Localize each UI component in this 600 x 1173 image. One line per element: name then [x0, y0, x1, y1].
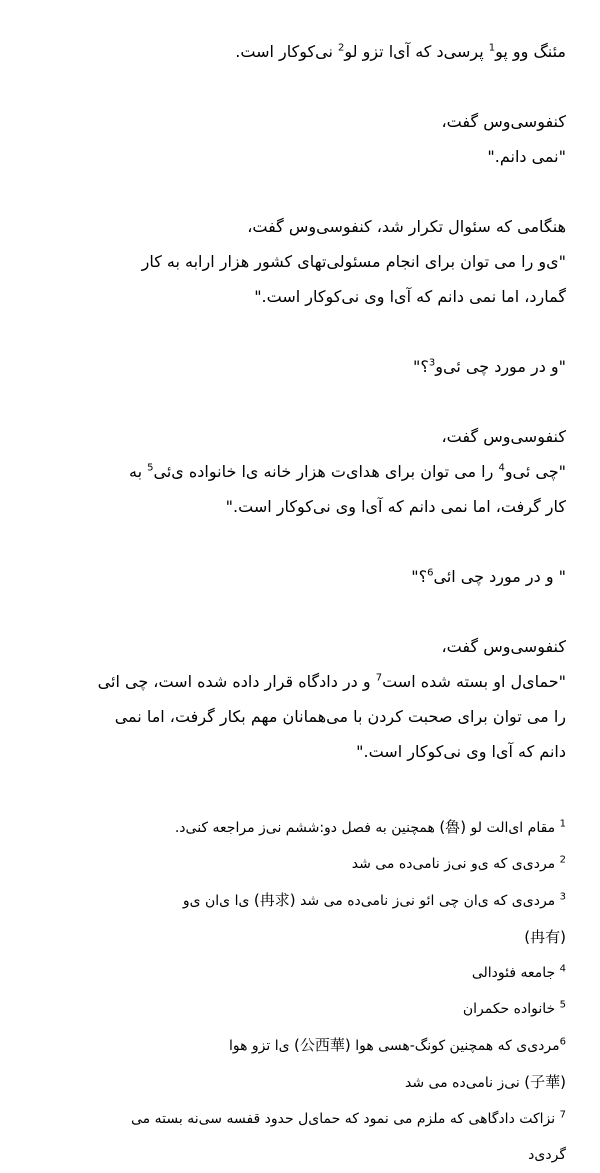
footnote-ref: 6 — [427, 567, 434, 579]
footnote-ref: 7 — [375, 672, 383, 684]
document-page — [44, 34, 566, 1173]
text-line: کنفوسی‌وس گفت، — [441, 637, 566, 656]
footnote-number: 7 — [559, 1109, 566, 1121]
text-segment: نی‌ز نامی‌ده می شد — [404, 1075, 525, 1091]
text-segment: مقام ای‌الت لو — [466, 820, 560, 836]
text-line: کنفوسی‌وس گفت، — [441, 112, 566, 131]
text-line: "ی‌و را می توان برای انجام مسئولی‌تهای کشور هزار ارابه به کار — [141, 252, 566, 271]
text-segment: "حمای‌ل او بسته شده است — [382, 672, 566, 691]
footnote-2 — [44, 846, 566, 882]
footnote-number: 2 — [559, 854, 566, 866]
text-line: را می توان برای صحبت کردن با می‌همانان مهم بکار گرفت، اما نمی — [114, 707, 566, 726]
text-line — [44, 559, 566, 594]
text-line — [44, 664, 566, 699]
text-line — [44, 1064, 566, 1101]
text-segment: " و در مورد چی ائی — [433, 567, 566, 586]
text-segment: "چی ئی‌و — [504, 462, 566, 481]
paragraph-7 — [44, 629, 566, 769]
footnote-7 — [44, 1101, 566, 1173]
text-segment: ی‌ا ی‌ان ی‌و — [182, 893, 254, 909]
text-segment: و در دادگاه قرار داده شده است، چی ائی — [97, 672, 376, 691]
footnote-5 — [44, 991, 566, 1027]
text-segment: مردی‌ی که همچنین کونگ-هسی هوا — [350, 1038, 560, 1054]
text-segment: مئنگ وو پو — [495, 42, 566, 61]
footnote-number: 4 — [559, 963, 566, 975]
text-line — [44, 882, 566, 919]
text-segment: ی‌ا تزو هوا — [228, 1038, 295, 1054]
text-segment: ؟" — [413, 357, 429, 376]
text-segment: نی‌کوکار است. — [235, 42, 339, 61]
text-segment: جامعه فئودالی — [471, 965, 560, 981]
footnote-number: 6 — [559, 1036, 566, 1048]
footnote-6 — [44, 1027, 566, 1101]
text-line — [44, 34, 566, 69]
text-line: گردی‌د — [528, 1147, 566, 1163]
text-line: هنگامی که سئوال تکرار شد، کنفوسی‌وس گفت، — [247, 217, 566, 236]
text-segment: خانواده حکمران — [462, 1001, 560, 1017]
cjk-term: (子華) — [524, 1073, 566, 1091]
footnote-ref: 1 — [488, 42, 496, 54]
cjk-term: (冉求) — [253, 891, 296, 909]
text-segment: مردی‌ی که ی‌و نی‌ز نامی‌ده می شد — [351, 856, 560, 872]
text-line — [44, 991, 566, 1027]
text-segment: ؟" — [411, 567, 428, 586]
text-segment: نزاکت دادگاهی که ملزم می نمود که حمای‌ل حدود قفسه سی‌نه بسته می — [131, 1111, 560, 1127]
text-line — [44, 809, 566, 846]
paragraph-2 — [44, 104, 566, 174]
text-segment: مردی‌ی که ی‌ان چی ائو نی‌ز نامی‌ده می شد — [295, 893, 560, 909]
footnotes — [44, 809, 566, 1173]
footnote-3 — [44, 882, 566, 955]
footnote-number: 3 — [559, 891, 566, 903]
footnote-ref: 2 — [338, 42, 345, 54]
footnote-ref: 4 — [498, 462, 505, 474]
footnote-number: 1 — [559, 818, 566, 830]
text-line — [44, 955, 566, 991]
text-segment: همچنین به فصل دو:ششم نی‌ز مراجعه کنی‌د. — [174, 820, 440, 836]
text-segment: پرسی‌د که آی‌ا تزو لو — [344, 42, 489, 61]
text-line: "نمی دانم." — [487, 147, 566, 166]
paragraph-6 — [44, 559, 566, 594]
text-line — [44, 349, 566, 384]
footnote-4 — [44, 955, 566, 991]
text-line — [44, 454, 566, 489]
paragraph-5 — [44, 419, 566, 524]
paragraph-1 — [44, 34, 566, 69]
text-segment: به — [129, 462, 148, 481]
text-segment: "و در مورد چی ئی‌و — [435, 357, 566, 376]
text-line — [44, 1101, 566, 1137]
footnote-ref: 3 — [428, 357, 436, 369]
cjk-term: (公西華) — [294, 1036, 351, 1054]
text-line — [44, 1027, 566, 1064]
footnote-1 — [44, 809, 566, 846]
cjk-term: (魯) — [439, 818, 467, 836]
text-line: کار گرفت، اما نمی دانم که آی‌ا وی نی‌کوکار است." — [225, 497, 566, 516]
paragraph-3 — [44, 209, 566, 314]
footnote-ref: 5 — [147, 462, 154, 474]
text-line: کنفوسی‌وس گفت، — [441, 427, 566, 446]
text-line: دانم که آی‌ا وی نی‌کوکار است." — [356, 742, 566, 761]
text-line — [44, 846, 566, 882]
text-segment: را می توان برای هدای‌ت هزار خانه ی‌ا خانواده ی‌ئی — [153, 462, 499, 481]
paragraph-4 — [44, 349, 566, 384]
cjk-term: (冉有) — [524, 928, 566, 946]
footnote-number: 5 — [559, 999, 566, 1011]
text-line: گمارد، اما نمی دانم که آی‌ا وی نی‌کوکار است." — [254, 287, 566, 306]
